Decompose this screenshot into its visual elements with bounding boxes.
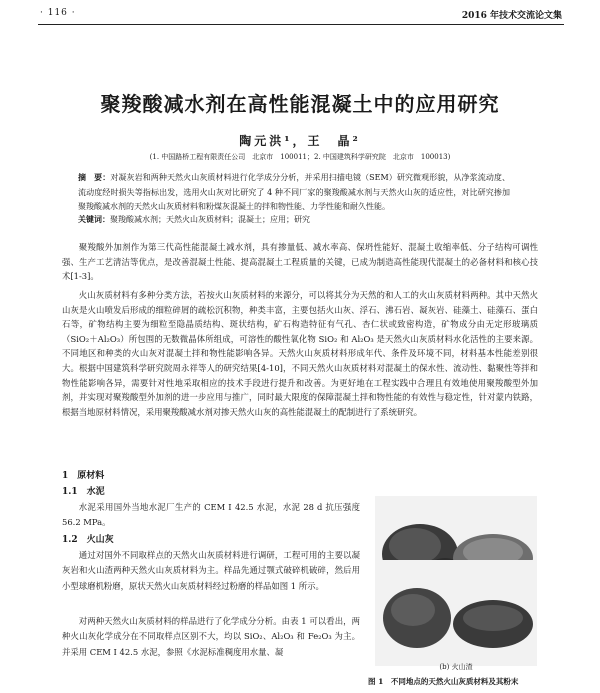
ash-paragraph-1: 通过对国外不同取样点的天然火山灰质材料进行调研，工程可用的主要以凝灰岩和火山渣两种天然火山灰质材料为主。样品先通过颚式破碎机破碎，然后用小型球磨机粉磨，原状天然火山灰质材料经过粉磨的样品如图 1 所示。 xyxy=(62,550,360,591)
article-title: 聚羧酸减水剂在高性能混凝土中的应用研究 xyxy=(100,92,500,116)
ash-paragraph-2: 对两种天然火山灰质材料的样品进行了化学成分分析。由表 1 可以看出，两种火山灰化学成分在不同取样点区别不大，均以 SiO₂、Al₂O₃ 和 Fe₂O₃ 为主。并采用 CEM Ⅰ 42.5 水泥，参照《水泥标准稠度用水量、凝 xyxy=(62,616,360,657)
journal-name: 2016 年技术交流论文集 xyxy=(461,11,562,21)
scoria-photo xyxy=(375,560,537,666)
page-number: · 116 · xyxy=(40,8,76,18)
figure-caption-b: (b) 火山渣 xyxy=(439,663,473,671)
article-affiliations: (1. 中国路桥工程有限责任公司 北京市 100011；2. 中国建筑科学研究院 北京市 100013) xyxy=(149,153,451,161)
keywords xyxy=(78,214,510,225)
cement-paragraph: 水泥采用国外当地水泥厂生产的 CEM Ⅰ 42.5 水泥，水泥 28 d 抗压强度 56.2 MPa。 xyxy=(62,502,360,528)
intro-paragraph-1: 聚羧酸外加剂作为第三代高性能混凝土减水剂，具有掺量低、减水率高、保坍性能好、混凝土收缩率低、分子结构可调性强、生产工艺清洁等优点，是改善混凝土性能、提高混凝土工程质量的关键，已成为制造高性能现代混凝土的必备材料和核心技术[1-3]。 xyxy=(62,242,538,282)
article-authors: 陶元洪¹，王 晶² xyxy=(239,134,361,148)
keywords-text: 聚羧酸减水剂；天然火山灰质材料；混凝土；应用；研究 xyxy=(110,215,310,224)
abstract xyxy=(78,170,510,215)
subsection-heading-ash: 1.2 火山灰 xyxy=(62,535,114,545)
subsection-heading-cement: 1.1 水泥 xyxy=(62,487,105,497)
intro-paragraph-2: 火山灰质材料有多种分类方法，若按火山灰质材料的来源分，可以将其分为天然的和人工的火山灰质材料两种。其中天然火山灰是火山喷发后形成的细粒碎屑的疏松沉积物，种类丰富，主要包括火山灰、浮石、沸石岩、凝灰岩、硅藻土、硅藻石、蛋白石等，矿物结构主要为细粒至隐晶质结构、斑状结构，矿石构造特征有气孔、杏仁状或致密构造，矿物成分由无定形玻璃质（SiO₂＋Al₂O₃）所包围的无数微晶体所组成，可溶性的酸性氧化物 SiO₂ 和 Al₂O₃ 是天然火山灰质材料水化活性的主要来源。不同地区和种类的火山灰对混凝土拌和物性能影响各异。天然火山灰质材料形成年代、条件及环境不同，材料基本性能差别很大。根据中国建筑科学研究院周永祥等人的研究结果[4-10]，不同天然火山灰质材料对混凝土的保水性、流动性、黏聚性等拌和物性能影响各异，需要针对性地采取相应的技术手段进行提升和改善。为更好地在工程实践中合理且有效地使用聚羧酸型外加剂，并实现对聚羧酸型外加剂的进一步应用与推广，同时最大限度的保障混凝土拌和物性能的有效性与稳定性，针对蒙内铁路，根据当地原材料情况，采用聚羧酸减水剂对掺天然火山灰的高性能混凝土的配制进行了系统研究。 xyxy=(62,290,538,417)
keywords-label: 关键词： xyxy=(78,214,110,224)
header-rule xyxy=(38,24,564,25)
abstract-label: 摘 要： xyxy=(78,172,111,182)
section-heading-materials: 1 原材料 xyxy=(62,471,105,481)
figure-1-caption: 图 1 不同地点的天然火山灰质材料及其粉末 xyxy=(368,677,519,686)
abstract-text: 对凝灰岩和两种天然火山灰质材料进行化学成分分析，并采用扫描电镜（SEM）研究微观形貌，从净浆流动度、流动度经时损失等指标出发，选用火山灰对比研究了 4 种不同厂家的聚羧酸减水剂与天然火山灰的适应性，对比研究掺加聚羧酸减水剂的天然火山灰质材料和粉煤灰混凝土的拌和物性能、力学性能和耐久性能。 xyxy=(78,173,510,211)
